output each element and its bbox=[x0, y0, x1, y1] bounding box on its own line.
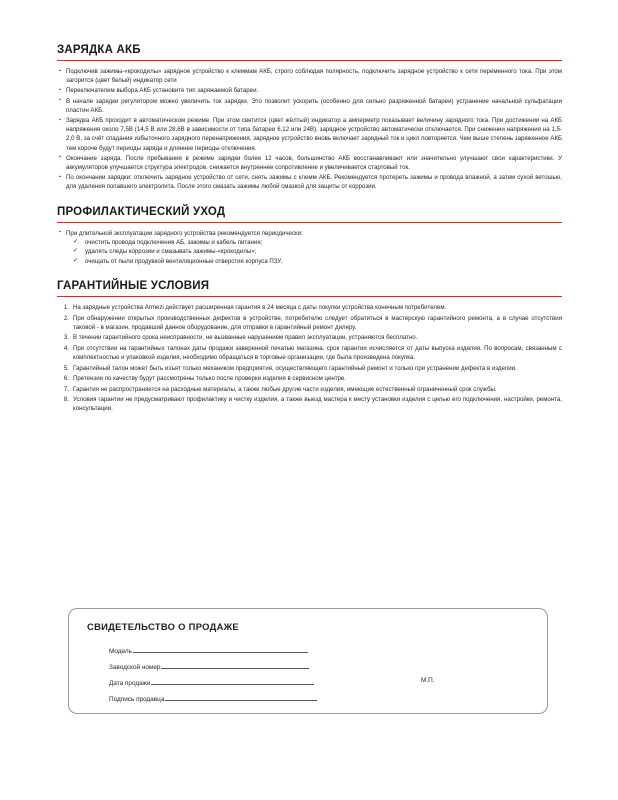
stamp-placeholder-label: М.П. bbox=[421, 677, 435, 684]
list-item: ▪ Переключателем выбора АКБ установите тип заряжаемой батареи. bbox=[57, 86, 562, 95]
list-item: ✓ удалять следы коррозии и смазывать зажимы-«крокодилы»; bbox=[57, 247, 562, 256]
list-item: На зарядные устройства Armezi действует расширенная гарантия в 24 месяца с даты покупки устройства конечным потребителем. bbox=[73, 304, 447, 312]
list-item: Претензии по качеству будут рассмотрены только после проверки изделия в сервисном центре. bbox=[73, 375, 346, 383]
field-model bbox=[109, 645, 308, 655]
section-warranty bbox=[57, 280, 562, 413]
charging-bullet-list bbox=[57, 67, 562, 192]
list-item: ✓ очистить провода подключения АБ, зажимы и кабель питания; bbox=[57, 238, 562, 247]
section-divider-charging bbox=[57, 60, 562, 61]
section-title-maintenance: ПРОФИЛАКТИЧЕСКИЙ УХОД bbox=[57, 205, 226, 218]
maintenance-lead-text: ▪ При длительной эксплуатации зарядного устройства рекомендуется периодически: bbox=[57, 229, 562, 238]
section-divider-maintenance bbox=[57, 222, 562, 223]
field-sale-date-input[interactable] bbox=[151, 677, 314, 685]
section-maintenance bbox=[57, 206, 562, 267]
list-item: Гарантийный талон может быть изъят только механиком предприятия, осуществляющего гарантийный ремонт и только при устранении дефекта в изделии. bbox=[73, 364, 517, 372]
field-seller-signature-label: Подпись продавца bbox=[109, 696, 165, 703]
field-sale-date bbox=[109, 677, 314, 687]
section-charging bbox=[57, 44, 562, 192]
field-model-label: Модель bbox=[109, 648, 132, 655]
list-item: ▪ Окончание заряда. После пребывания в режиме зарядки более 12 часов, большинство АКБ восстанавливают или значительно улучшают свои характеристики. У аккумуляторов улучшается структура электродов, снижается внутреннее сопротивление и увеличивается стартовый ток. bbox=[57, 154, 562, 172]
list-item: ✓ очищать от пыли продувкой вентиляционные отверстия корпуса ПЗУ. bbox=[57, 257, 562, 266]
list-item: ▪ В начале зарядки регулятором можно увеличить ток зарядки. Это позволит ускорить (особенно для сильно разряженной батареи) устранение начальной сульфатации пластин АКБ. bbox=[57, 97, 562, 115]
field-seller-signature bbox=[109, 693, 317, 703]
section-title-warranty: ГАРАНТИЙНЫЕ УСЛОВИЯ bbox=[57, 280, 210, 293]
warranty-list bbox=[57, 303, 562, 413]
section-divider-warranty bbox=[57, 296, 562, 297]
field-serial-number bbox=[109, 661, 309, 671]
list-item: ▪ По окончании зарядки: отключить зарядное устройство от сети, снять зажимы с клемм АКБ. Рекомендуется протереть зажимы и провода влажной, а затем сухой ветошью, для удаления попавшего электролита. После этого смазать зажимы любой смазкой для защиты от коррозии. bbox=[57, 173, 562, 191]
list-item: ▪ Подключив зажимы-«крокодилы» зарядное устройство к клеммам АКБ, строго соблюдая полярность, подключить зарядное устройство к сети переменного тока. При этом загорится (цвет белый) индикатор сети bbox=[57, 67, 562, 85]
list-item: В течении гарантийного срока неисправности, не вызванные нарушением правил эксплуатации, устраняются бесплатно. bbox=[73, 334, 418, 342]
sale-certificate-card bbox=[68, 608, 548, 714]
list-item: ▪ Зарядка АКБ проходит в автоматическом режиме. При этом светится (цвет жёлтый) индикатор а амперметр показывает величину зарядного тока. При достижении на АКБ напряжения около 7,5В (14,5 В или 28,6В в зависимости от типа батареи 6,12 или 24В), зарядное устройство автоматически отключается. При снижении напряжения на 1,5-2,0 В, за счёт спадания избыточного зарядного перенапряжения, зарядное устройство вновь включает зарядный ток и цикл повторяется. Чем выше степень заряженное АКБ тем короче будут периоды заряда и длиннее периоды отключения. bbox=[57, 116, 562, 153]
maintenance-check-list bbox=[57, 238, 562, 266]
field-model-input[interactable] bbox=[133, 645, 308, 653]
list-item: При обнаружении открытых производственных дефектов в устройстве, потребителю следует обратиться в мастерскую гарантийного ремонта, а в случае отсутствия таковой - в магазин, продавший данное оборудование, для отправки в гарантийный ремонт дилеру. bbox=[73, 314, 562, 332]
list-item: Гарантия не распространяется на расходные материалы, а также любые другие части изделия, имеющие естественный ограниченный срок службы. bbox=[73, 385, 497, 393]
field-serial-number-input[interactable] bbox=[161, 661, 309, 669]
list-item: При отсутствии на гарантийных талонах даты продажи заверенной печатью магазина, срок гарантии исчисляется от даты выпуска изделия. По вопросам, связанным с комплектностью и упаковкой изделия, необходимо обращаться в торговые организации, где была произведена покупка. bbox=[73, 344, 562, 362]
field-serial-number-label: Заводской номер bbox=[109, 664, 161, 671]
section-title-charging: ЗАРЯДКА АКБ bbox=[57, 44, 141, 56]
field-sale-date-label: Дата продажи bbox=[109, 680, 151, 687]
sale-certificate-title: СВИДЕТЕЛЬСТВО О ПРОДАЖЕ bbox=[87, 621, 239, 632]
document-content bbox=[57, 44, 562, 428]
field-seller-signature-input[interactable] bbox=[165, 693, 317, 701]
list-item: Условия гарантии не предусматривают профилактику и чистку изделия, а также выезд мастера к месту установки изделия с целью его подключения, настройки, ремонта, консультации. bbox=[73, 395, 562, 413]
